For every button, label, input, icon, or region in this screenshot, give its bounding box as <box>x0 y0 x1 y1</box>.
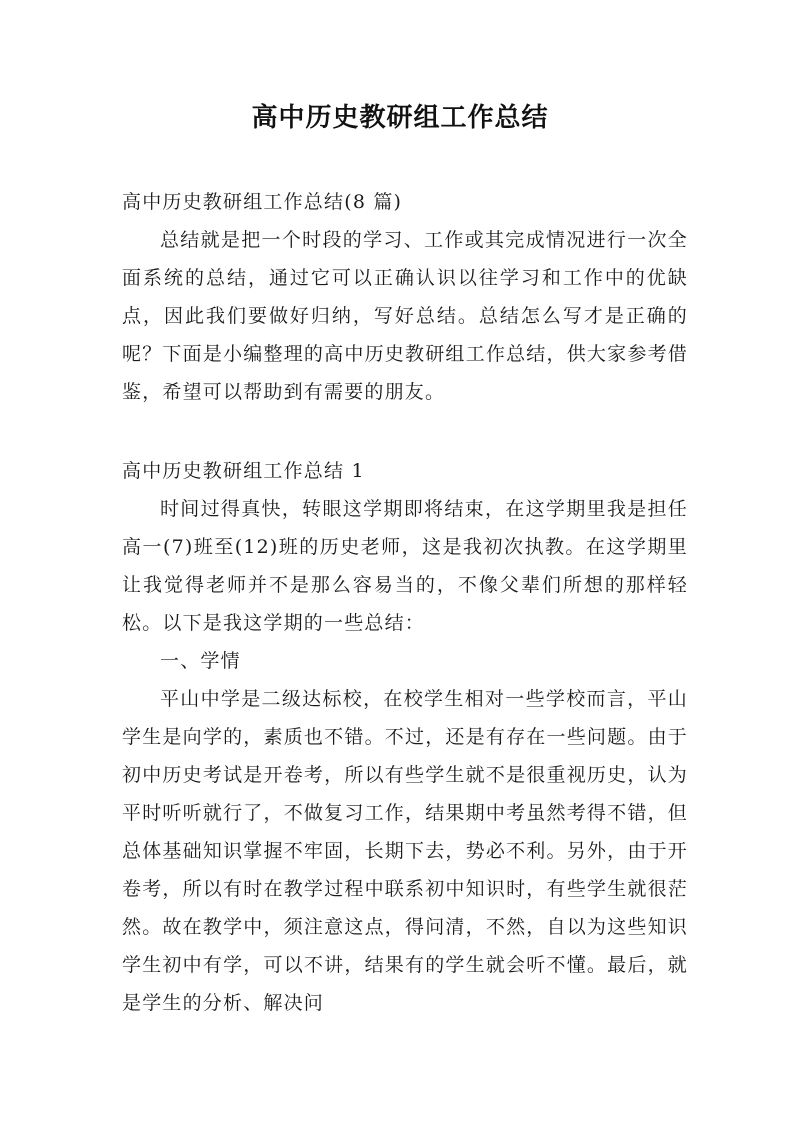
section-1-subheading: 一、学情 <box>160 650 241 672</box>
intro-paragraph: 总结就是把一个时段的学习、工作或其完成情况进行一次全面系统的总结，通过它可以正确认识以往学习和工作中的优缺点，因此我们要做好归纳，写好总结。总结怎么写才是正确的呢？下面是小编整理的高中历史教研组工作总结，供大家参考借鉴，希望可以帮助到有需要的朋友。 <box>122 229 688 403</box>
intro-heading: 高中历史教研组工作总结(8 篇) <box>122 191 403 213</box>
section-1-heading: 高中历史教研组工作总结 1 <box>122 460 365 482</box>
section-1 <box>122 452 688 1022</box>
intro-section <box>122 183 688 411</box>
section-1-paragraph-1: 时间过得真快，转眼这学期即将结束，在这学期里我是担任高一(7)班至(12)班的历史老师，这是我初次执教。在这学期里让我觉得老师并不是那么容易当的，不像父辈们所想的那样轻松。以下是我这学期的一些总结： <box>122 498 688 634</box>
section-1-paragraph-2: 平山中学是二级达标校，在校学生相对一些学校而言，平山学生是向学的，素质也不错。不过，还是有存在一些问题。由于初中历史考试是开卷考，所以有些学生就不是很重视历史，认为平时听听就行了，不做复习工作，结果期中考虽然考得不错，但总体基础知识掌握不牢固，长期下去，势必不利。另外，由于开卷考，所以有时在教学过程中联系初中知识时，有些学生就很茫然。故在教学中，须注意这点，得问清，不然，自以为这些知识学生初中有学，可以不讲，结果有的学生就会听不懂。最后，就是学生的分析、解决问 <box>122 688 688 1014</box>
document-title: 高中历史教研组工作总结 <box>251 103 549 133</box>
